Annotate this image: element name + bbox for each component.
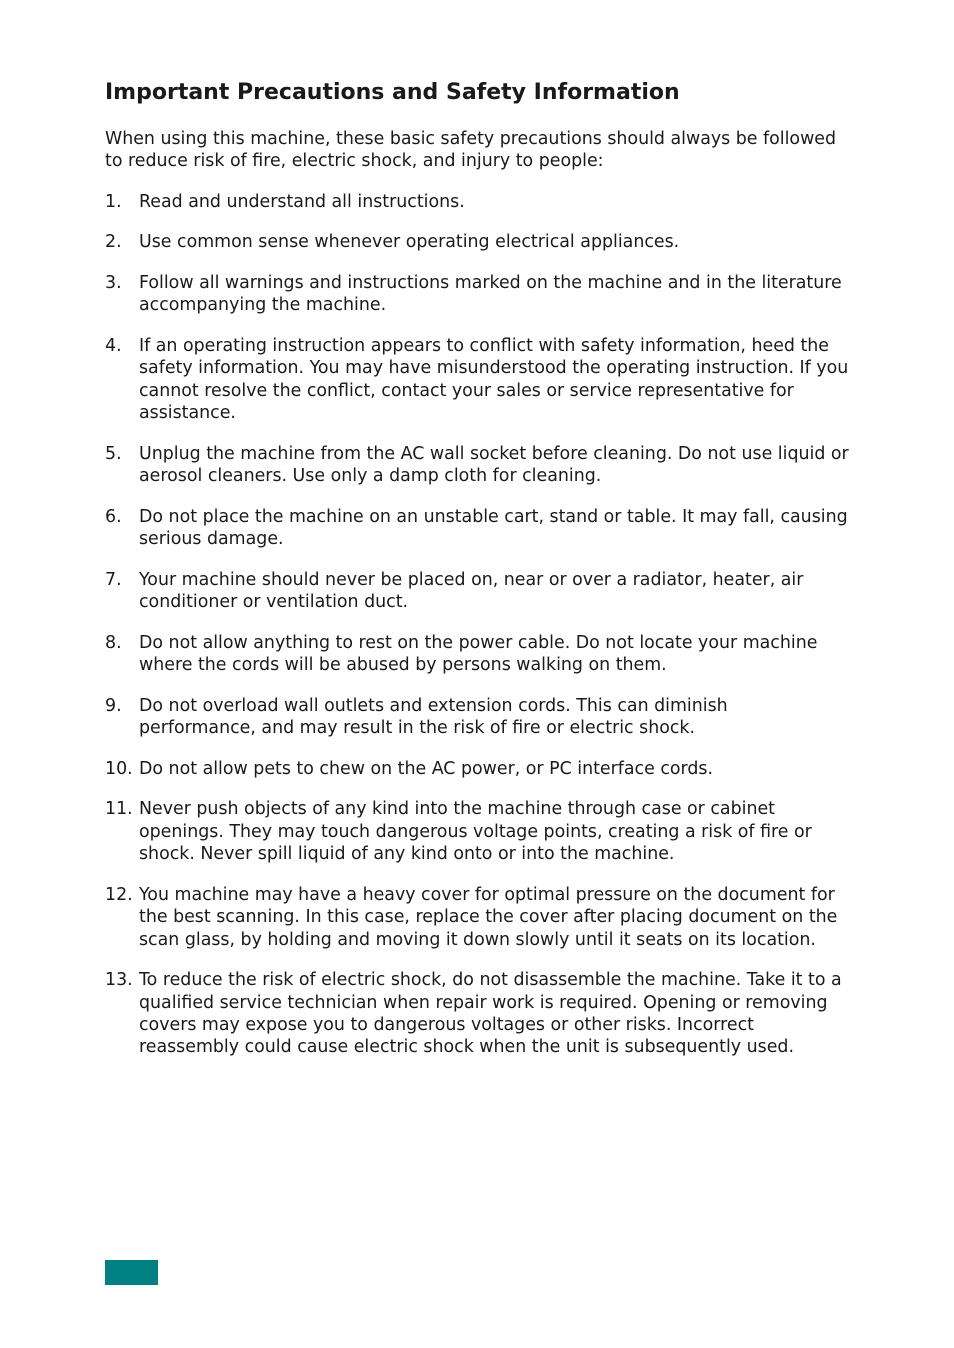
list-item — [105, 335, 850, 425]
item-number: 8. — [105, 632, 122, 653]
list-item — [105, 632, 850, 677]
item-number: 1. — [105, 191, 122, 212]
page-title: Important Precautions and Safety Information — [105, 80, 680, 105]
item-text: To reduce the risk of electric shock, do not disassemble the machine. Take it to a qualified service technician when repair work is required. Opening or removing covers may expose you to dangerous voltages or other risks. Incorrect reassembly could cause electric shock when the unit is subsequently used. — [139, 970, 842, 1058]
item-text: Do not allow pets to chew on the AC power, or PC interface cords. — [139, 758, 714, 779]
item-text: Do not overload wall outlets and extension cords. This can diminish performance, and may result in the risk of fire or electric shock. — [139, 695, 728, 739]
list-item — [105, 443, 850, 488]
item-number: 6. — [105, 506, 122, 527]
item-text: If an operating instruction appears to conflict with safety information, heed the safety information. You may have misunderstood the operating instruction. If you cannot resolve the conflict, contact your sales or service representative for assistance. — [139, 336, 849, 424]
list-item — [105, 191, 850, 213]
precaution-list — [105, 191, 850, 1059]
item-text: Follow all warnings and instructions marked on the machine and in the literature accompanying the machine. — [139, 273, 842, 316]
item-text: Use common sense whenever operating electrical appliances. — [139, 232, 680, 253]
list-item — [105, 758, 850, 780]
page-content — [105, 78, 850, 1077]
item-text: Do not allow anything to rest on the power cable. Do not locate your machine where the cords will be abused by persons walking on them. — [139, 632, 818, 676]
list-item — [105, 506, 850, 551]
list-item — [105, 969, 850, 1059]
item-number: 7. — [105, 569, 122, 590]
item-number: 5. — [105, 443, 122, 464]
list-item — [105, 695, 850, 740]
item-number: 3. — [105, 273, 122, 293]
item-text: Your machine should never be placed on, near or over a radiator, heater, air conditioner or ventilation duct. — [139, 569, 804, 613]
item-number: 12. — [105, 884, 133, 905]
list-item — [105, 569, 850, 614]
list-item — [105, 798, 850, 865]
item-number: 2. — [105, 232, 122, 253]
intro-paragraph: When using this machine, these basic safety precautions should always be followed to reduce risk of fire, electric shock, and injury to people: — [105, 129, 837, 172]
item-number: 4. — [105, 336, 122, 356]
item-number: 10. — [105, 758, 133, 779]
list-item — [105, 272, 850, 317]
item-text: Never push objects of any kind into the machine through case or cabinet openings. They may touch dangerous voltage points, creating a risk of fire or shock. Never spill liquid of any kind onto or into the machine. — [139, 799, 812, 865]
item-text: Unplug the machine from the AC wall socket before cleaning. Do not use liquid or aerosol cleaners. Use only a damp cloth for cleaning. — [139, 443, 849, 487]
item-text: You machine may have a heavy cover for optimal pressure on the document for the best scanning. In this case, replace the cover after placing document on the scan glass, by holding and moving it down slowly until it seats on its location. — [139, 884, 838, 950]
page-number-tab — [105, 1260, 158, 1285]
list-item — [105, 231, 850, 253]
item-number: 11. — [105, 799, 133, 820]
item-text: Do not place the machine on an unstable cart, stand or table. It may fall, causing serious damage. — [139, 506, 848, 550]
item-number: 13. — [105, 970, 133, 991]
item-text: Read and understand all instructions. — [139, 191, 465, 212]
item-number: 9. — [105, 695, 122, 716]
list-item — [105, 884, 850, 951]
